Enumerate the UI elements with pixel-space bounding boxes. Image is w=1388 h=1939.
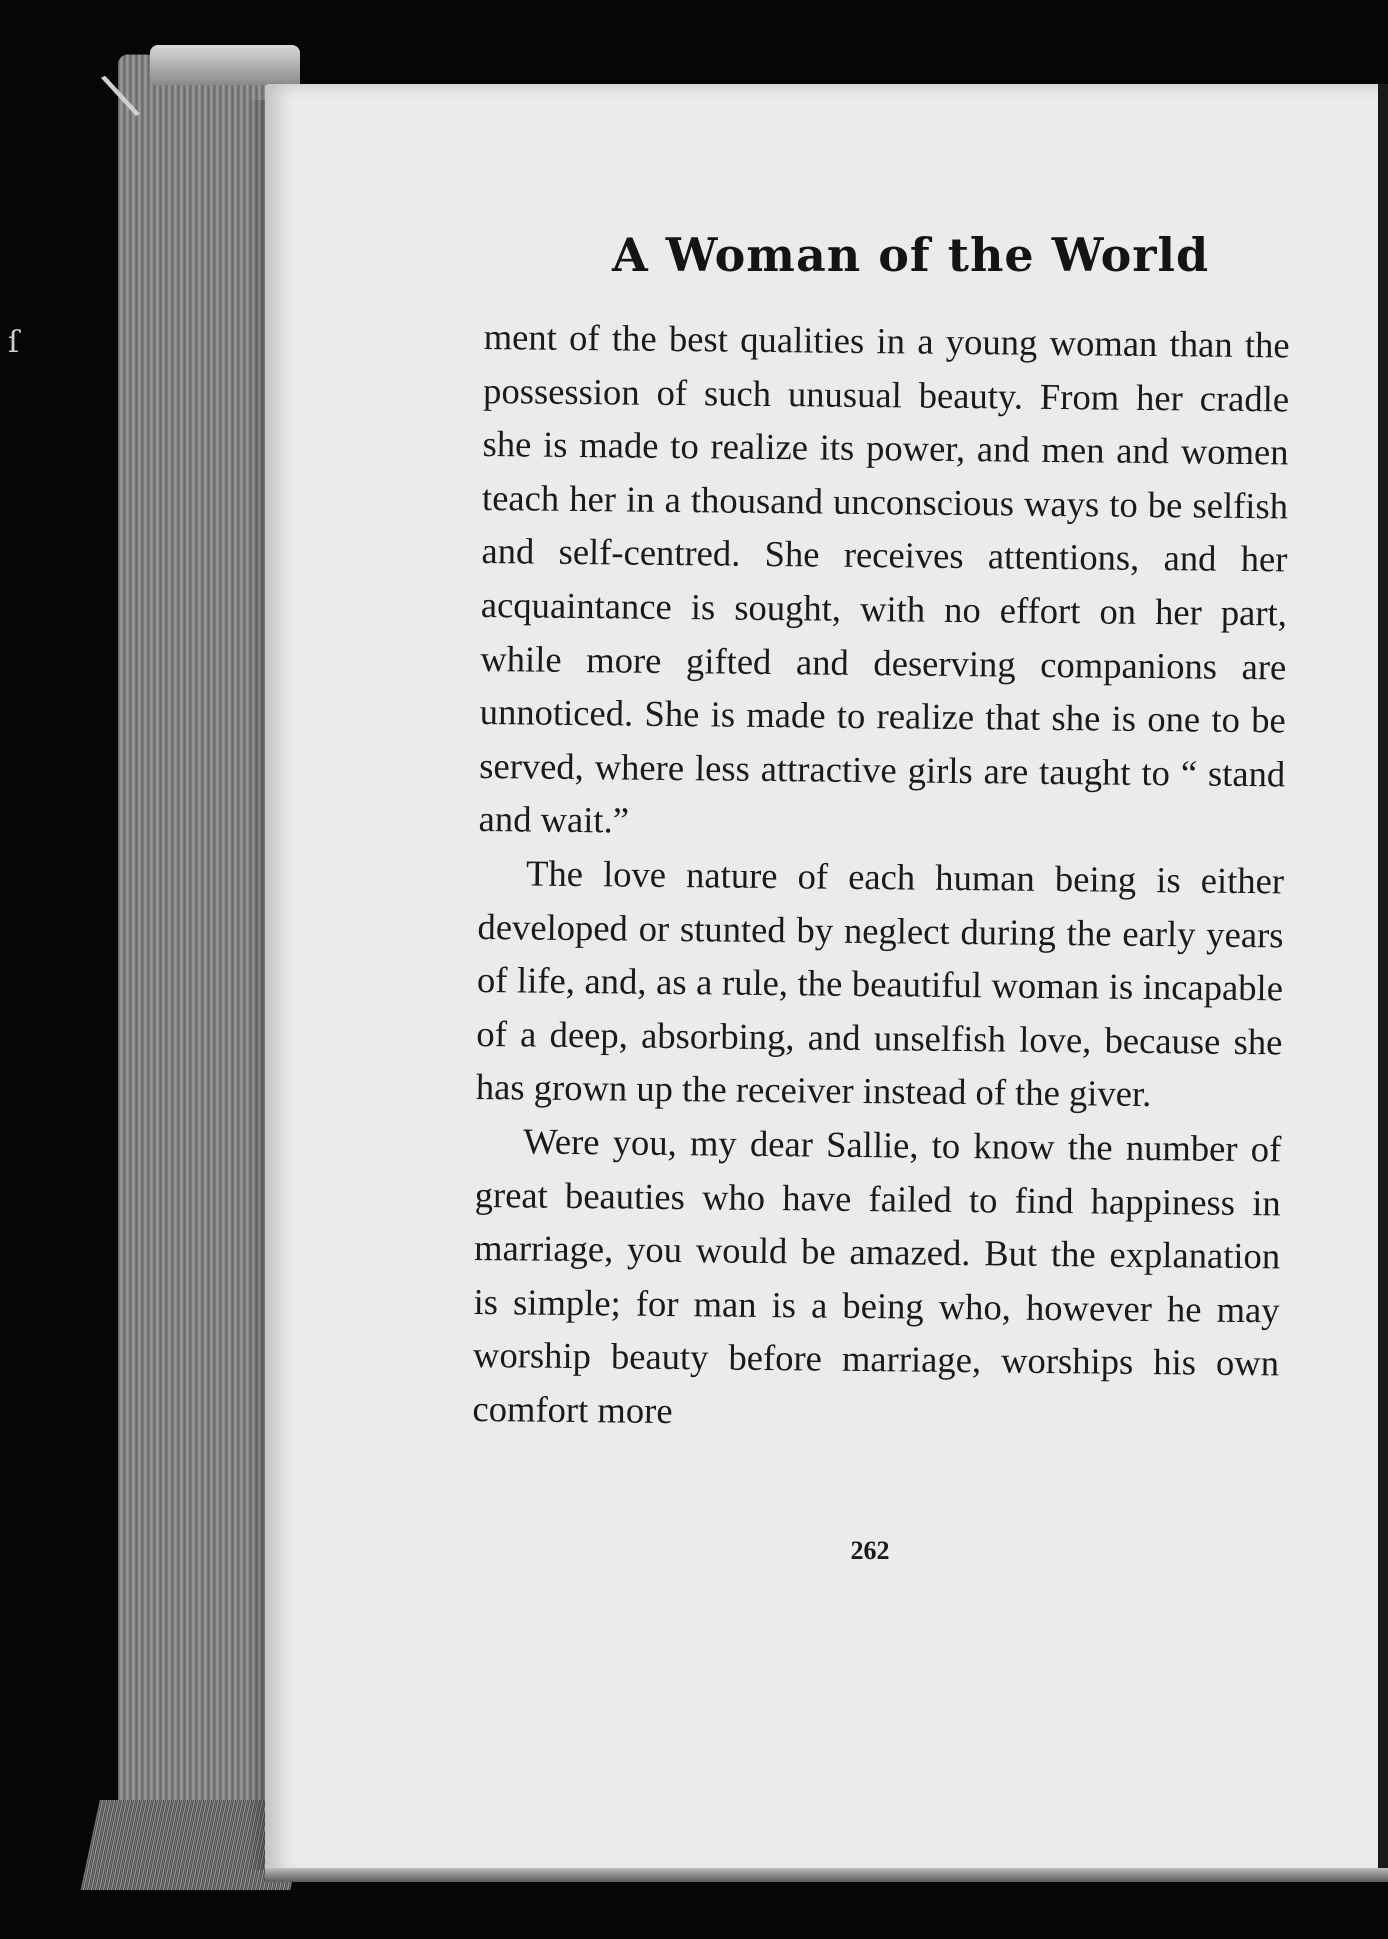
body-text [472,310,1290,1444]
page-number: 262 [850,1536,890,1565]
page-right-edge [1378,84,1388,1879]
paragraph-1: ment of the best qualities in a young woman than the possession of such unusual beauty. From her cradle she is made to realize its power, and men and women teach her in a thousand unconscious ways to be selfish and self-centred. She receives attentions, and her acquaintance is sought, with no effort on her part, while more gifted and deserving companions are unnoticed. She is made to realize that she is one to be served, where less attractive girls are taught to “ stand and wait.” [478,315,1290,841]
running-head: A Woman of the World [612,228,1210,282]
scan-artifact-stroke: \ [96,59,145,131]
scan-artifact-mark: ſ [8,325,20,360]
book-top-edge [150,45,300,85]
page-bottom-edge [265,1868,1388,1882]
paragraph-3: Were you, my dear Sallie, to know the number of great beauties who have failed to find happiness in marriage, you would be amazed. But the explanation is simple; for man is a being who, however he may worship beauty before marriage, worships his own comfort more [472,1120,1282,1431]
paragraph-2: The love nature of each human being is either developed or stunted by neglect during the early years of life, and, as a rule, the beautiful woman is incapable of a deep, absorbing, and unselfish love, because she has grown up the receiver instead of the giver. [475,852,1285,1115]
